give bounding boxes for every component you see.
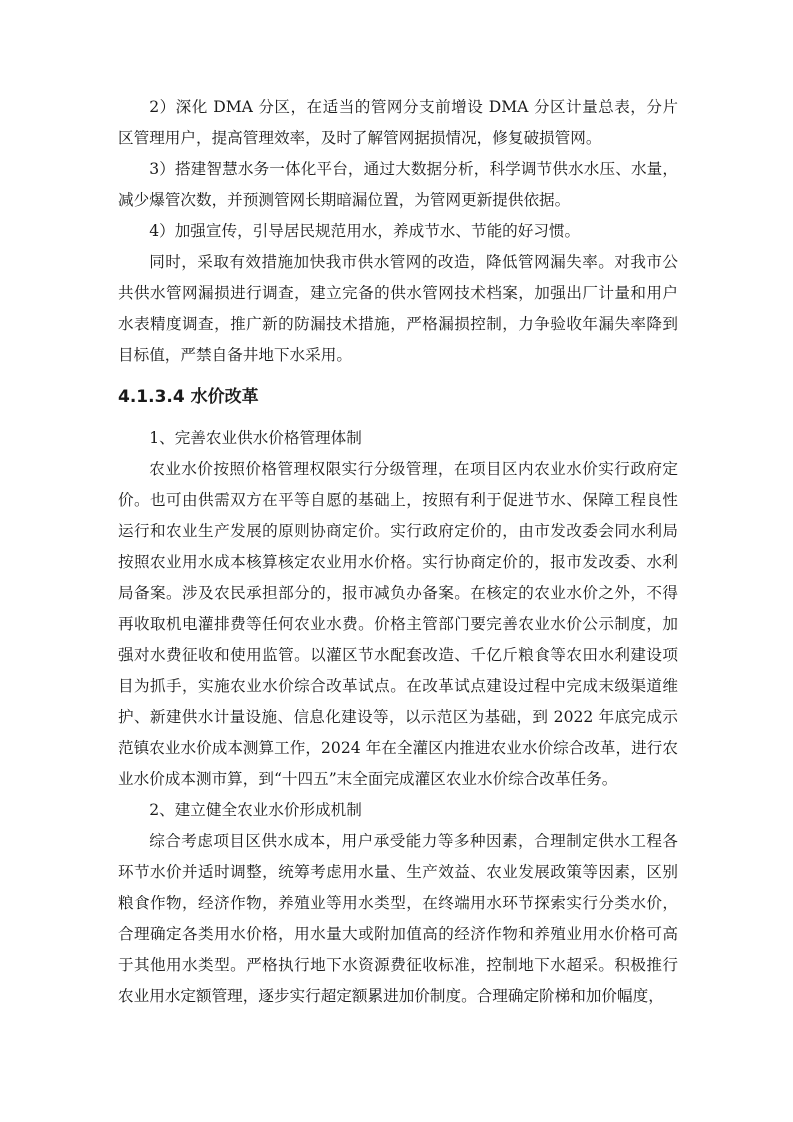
document-body — [118, 92, 678, 1012]
paragraph-pricing-system: 农业水价按照价格管理权限实行分级管理，在项目区内农业水价实行政府定价。也可由供需双方在平等自愿的基础上，按照有利于促进节水、保障工程良性运行和农业生产发展的原则协商定价。实行政府定价的，由市发改委会同水利局按照农业用水成本核算核定农业用水价格。实行协商定价的，报市发改委、水利局备案。涉及农民承担部分的，报市减负办备案。在核定的农业水价之外，不得再收取机电灌排费等任何农业水费。价格主管部门要完善农业水价公示制度，加强对水费征收和使用监管。以灌区节水配套改造、千亿斤粮食等农田水利建设项目为抓手，实施农业水价综合改革试点。在改革试点建设过程中完成末级渠道维护、新建供水计量设施、信息化建设等，以示范区为基础，到 2022 年底完成示范镇农业水价成本测算工作，2024 年在全灌区内推进农业水价综合改革，进行农业水价成本测市算，到“十四五”末全面完成灌区农业水价综合改革任务。 — [118, 460, 678, 788]
paragraph-dma: 2）深化 DMA 分区，在适当的管网分支前增设 DMA 分区计量总表，分片区管理用户，提高管理效率，及时了解管网据损情况，修复破损管网。 — [118, 98, 678, 147]
subheading-pricing-system: 1、完善农业供水价格管理体制 — [149, 429, 362, 447]
subheading-pricing-mechanism: 2、建立健全农业水价形成机制 — [149, 801, 362, 819]
paragraph-publicity: 4）加强宣传，引导居民规范用水，养成节水、节能的好习惯。 — [149, 222, 581, 240]
paragraph-pricing-mechanism: 综合考虑项目区供水成本，用户承受能力等多种因素，合理制定供水工程各环节水价并适时调整，统筹考虑用水量、生产效益、农业发展政策等因素，区别粮食作物，经济作物，养殖业等用水类型，在终端用水环节探索实行分类水价，合理确定各类用水价格，用水量大或附加值高的经济作物和养殖业用水价格可高于其他用水类型。严格执行地下水资源费征收标准，控制地下水超采。积极推行农业用水定额管理，逐步实行超定额累进加价制度。合理确定阶梯和加价幅度， — [118, 832, 678, 1005]
section-heading: 4.1.3.4 水价改革 — [118, 387, 259, 407]
paragraph-network-renovation: 同时，采取有效措施加快我市供水管网的改造，降低管网漏失率。对我市公共供水管网漏损进行调查，建立完备的供水管网技术档案，加强出厂计量和用户水表精度调查，推广新的防漏技术措施，严格漏损控制，力争验收年漏失率降到目标值，严禁自备井地下水采用。 — [118, 253, 678, 364]
paragraph-smart-water: 3）搭建智慧水务一体化平台，通过大数据分析，科学调节供水水压、水量，减少爆管次数，并预测管网长期暗漏位置，为管网更新提供依据。 — [118, 160, 678, 209]
